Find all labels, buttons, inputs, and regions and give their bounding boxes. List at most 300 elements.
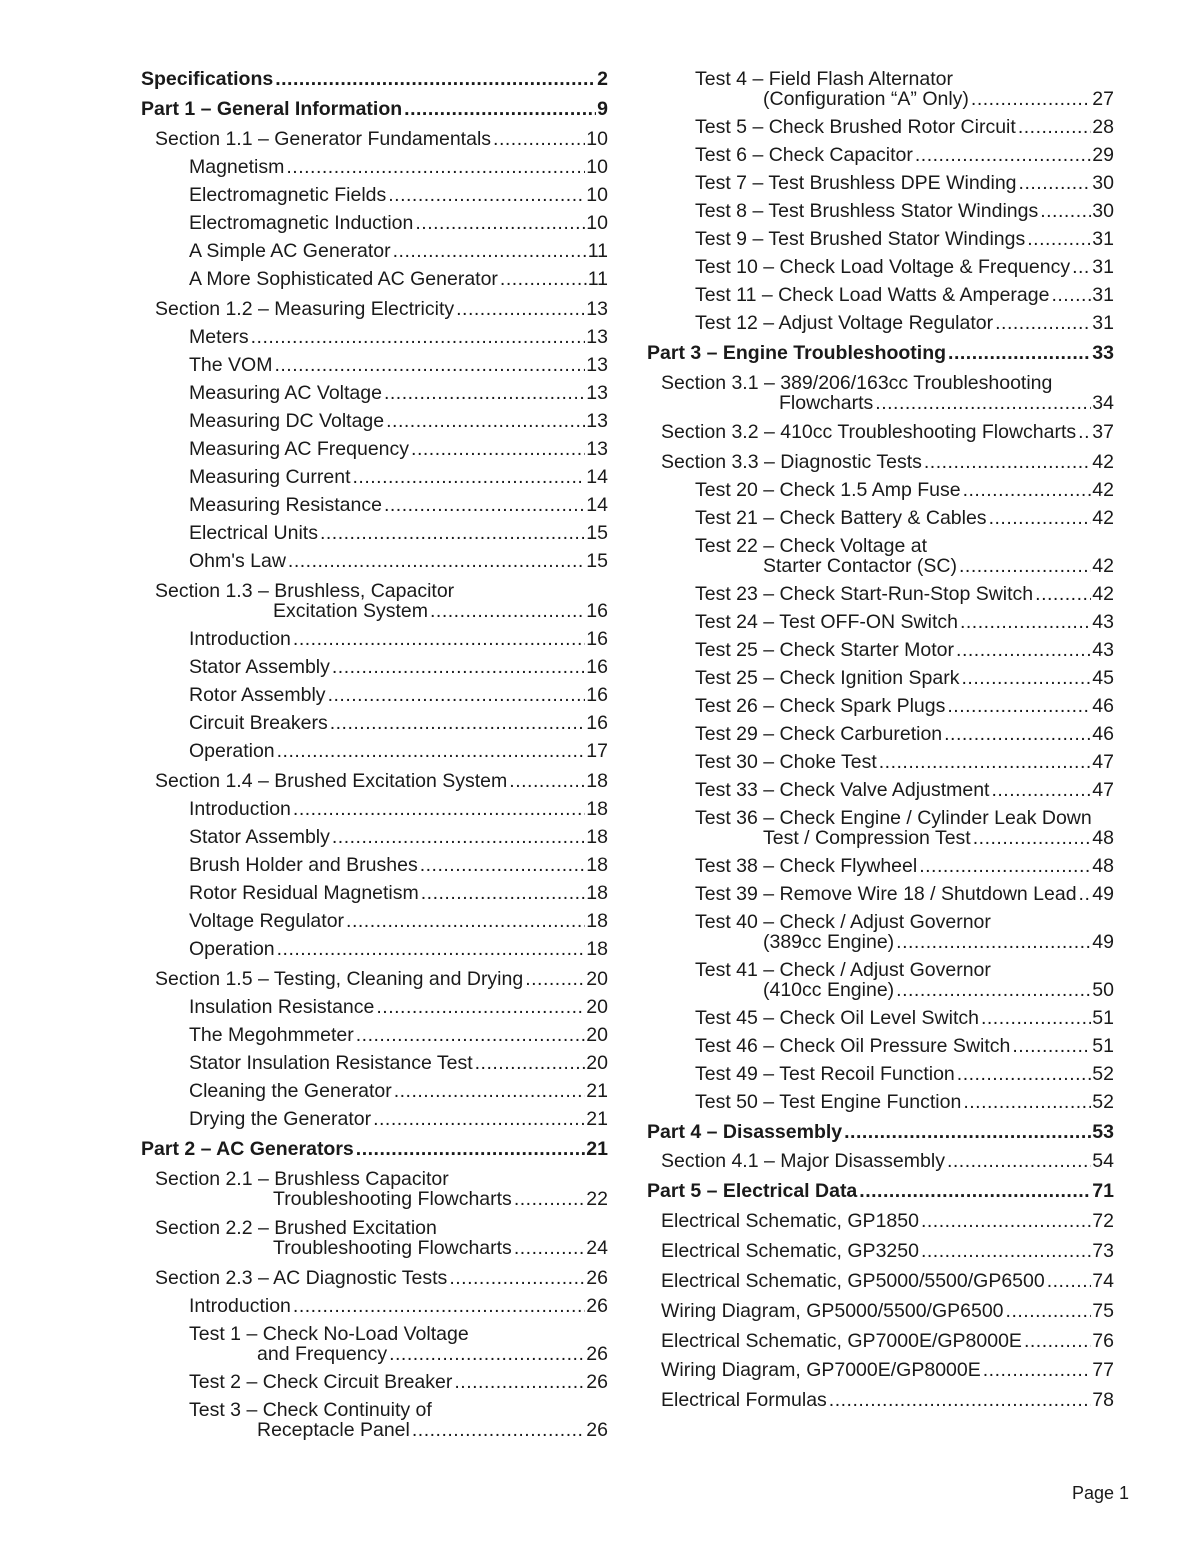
toc-entry[interactable] — [141, 883, 608, 903]
dot-leader — [277, 939, 586, 959]
toc-entry[interactable] — [141, 1218, 608, 1258]
toc-entry-title: Measuring AC Voltage — [189, 382, 382, 404]
toc-entry[interactable] — [141, 997, 608, 1017]
toc-page-number: 30 — [1092, 172, 1114, 194]
toc-entry-title: Section 2.3 – AC Diagnostic Tests — [155, 1267, 448, 1289]
toc-page-number: 74 — [1092, 1270, 1114, 1292]
toc-entry[interactable] — [647, 313, 1114, 333]
dot-leader — [971, 89, 1091, 109]
toc-entry[interactable] — [141, 157, 608, 177]
dot-leader — [388, 185, 585, 205]
toc-entry-title: Test 7 – Test Brushless DPE Winding — [695, 172, 1017, 194]
toc-page-number: 20 — [586, 996, 608, 1018]
dot-leader — [963, 1092, 1091, 1112]
toc-entry-title: Operation — [189, 740, 275, 762]
toc-page-number: 13 — [586, 382, 608, 404]
dot-leader — [332, 657, 585, 677]
dot-leader — [1079, 884, 1092, 904]
toc-entry[interactable] — [141, 1081, 608, 1101]
toc-entry[interactable] — [141, 1053, 608, 1073]
dot-leader — [352, 467, 585, 487]
toc-page-number: 13 — [586, 410, 608, 432]
toc-entry-title-continued: Starter Contactor (SC) — [763, 555, 957, 577]
toc-entry[interactable] — [141, 685, 608, 705]
toc-entry[interactable] — [647, 536, 1114, 576]
dot-leader — [989, 508, 1092, 528]
toc-entry-title-continued: (Configuration “A” Only) — [763, 88, 969, 110]
toc-entry[interactable] — [141, 241, 608, 261]
dot-leader — [875, 393, 1091, 413]
toc-entry[interactable] — [141, 1400, 608, 1440]
toc-entry-title: Part 5 – Electrical Data — [647, 1180, 858, 1202]
toc-entry[interactable] — [141, 213, 608, 233]
toc-page-number: 16 — [586, 600, 608, 622]
dot-leader — [1012, 1036, 1091, 1056]
toc-page-number: 18 — [586, 770, 608, 792]
dot-leader — [1072, 257, 1091, 277]
toc-entry-title: Measuring DC Voltage — [189, 410, 385, 432]
toc-page-number: 48 — [1092, 855, 1114, 877]
toc-page-number: 47 — [1092, 779, 1114, 801]
toc-page-number: 24 — [586, 1237, 608, 1259]
dot-leader — [1019, 173, 1092, 193]
toc-entry[interactable] — [647, 343, 1114, 363]
toc-entry-title: Measuring AC Frequency — [189, 438, 410, 460]
toc-page-number: 76 — [1092, 1330, 1114, 1352]
toc-entry-title: Part 2 – AC Generators — [141, 1138, 354, 1160]
toc-entry[interactable] — [647, 1331, 1114, 1351]
toc-entry-title: Test 2 – Check Circuit Breaker — [189, 1371, 453, 1393]
dot-leader — [896, 932, 1091, 952]
toc-entry[interactable] — [141, 185, 608, 205]
toc-entry[interactable] — [141, 69, 608, 89]
toc-page-number: 47 — [1092, 751, 1114, 773]
toc-entry-title-continued: (389cc Engine) — [763, 931, 895, 953]
toc-entry[interactable] — [141, 411, 608, 431]
dot-leader — [1035, 584, 1091, 604]
toc-entry[interactable] — [647, 584, 1114, 604]
toc-page-number: 42 — [1092, 583, 1114, 605]
toc-entry[interactable] — [141, 355, 608, 375]
toc-entry[interactable] — [141, 969, 608, 989]
toc-entry[interactable] — [141, 1296, 608, 1316]
toc-entry[interactable] — [647, 640, 1114, 660]
toc-page-number: 42 — [1092, 507, 1114, 529]
toc-entry[interactable] — [141, 1025, 608, 1045]
toc-entry[interactable] — [647, 1360, 1114, 1380]
dot-leader — [330, 713, 586, 733]
toc-entry[interactable] — [647, 1151, 1114, 1171]
toc-entry[interactable] — [141, 799, 608, 819]
toc-entry[interactable] — [647, 257, 1114, 277]
dot-leader — [963, 480, 1092, 500]
dot-leader — [376, 997, 585, 1017]
toc-entry-title: Meters — [189, 326, 249, 348]
toc-entry[interactable] — [647, 1036, 1114, 1056]
dot-leader — [421, 883, 586, 903]
toc-page-number: 10 — [586, 128, 608, 150]
toc-entry-title: Section 1.1 – Generator Fundamentals — [155, 128, 492, 150]
toc-entry-title: Test 26 – Check Spark Plugs — [695, 695, 946, 717]
dot-leader — [1078, 422, 1091, 442]
toc-page-number: 26 — [586, 1267, 608, 1289]
toc-page-number: 31 — [1092, 228, 1114, 250]
toc-entry-title: Section 2.2 – Brushed Excitation — [155, 1217, 437, 1239]
toc-entry[interactable] — [647, 752, 1114, 772]
toc-page-number: 34 — [1092, 392, 1114, 414]
toc-entry[interactable] — [141, 827, 608, 847]
toc-entry[interactable] — [647, 117, 1114, 137]
toc-entry[interactable] — [141, 741, 608, 761]
dot-leader — [415, 213, 585, 233]
toc-entry-title: Test 30 – Choke Test — [695, 751, 877, 773]
toc-entry[interactable] — [647, 1064, 1114, 1084]
toc-page-number: 52 — [1092, 1091, 1114, 1113]
toc-entry[interactable] — [647, 1092, 1114, 1112]
toc-entry[interactable] — [647, 724, 1114, 744]
toc-entry[interactable] — [647, 480, 1114, 500]
toc-page-number: 43 — [1092, 639, 1114, 661]
toc-entry-title: Measuring Resistance — [189, 494, 382, 516]
toc-page-number: 16 — [586, 656, 608, 678]
toc-page-number: 27 — [1092, 88, 1114, 110]
toc-entry-title: Magnetism — [189, 156, 285, 178]
toc-entry[interactable] — [141, 1268, 608, 1288]
toc-entry[interactable] — [647, 1390, 1114, 1410]
toc-entry-title: Section 1.3 – Brushless, Capacitor — [155, 580, 455, 602]
toc-page-number: 9 — [597, 98, 608, 120]
toc-page-number: 15 — [586, 550, 608, 572]
toc-entry-title: Test 4 – Field Flash Alternator — [695, 68, 953, 90]
toc-entry-title: Section 3.3 – Diagnostic Tests — [661, 451, 922, 473]
toc-page-number: 10 — [586, 184, 608, 206]
dot-leader — [509, 771, 585, 791]
toc-entry[interactable] — [141, 299, 608, 319]
toc-page-number: 18 — [586, 938, 608, 960]
dot-leader — [386, 411, 585, 431]
dot-leader — [1006, 1301, 1092, 1321]
toc-entry-title: Test 9 – Test Brushed Stator Windings — [695, 228, 1026, 250]
toc-entry-title: Ohm's Law — [189, 550, 286, 572]
toc-entry[interactable] — [647, 1211, 1114, 1231]
dot-leader — [328, 685, 586, 705]
toc-entry[interactable] — [647, 960, 1114, 1000]
toc-page-number: 15 — [586, 522, 608, 544]
toc-entry[interactable] — [647, 69, 1114, 109]
toc-page-number: 20 — [586, 1024, 608, 1046]
dot-leader — [454, 1372, 585, 1392]
dot-leader — [915, 145, 1091, 165]
toc-page-number: 31 — [1092, 312, 1114, 334]
toc-entry[interactable] — [141, 467, 608, 487]
dot-leader — [983, 1360, 1092, 1380]
toc-entry[interactable] — [647, 145, 1114, 165]
dot-leader — [973, 828, 1092, 848]
toc-entry[interactable] — [647, 1241, 1114, 1261]
dot-leader — [251, 327, 586, 347]
toc-entry-title: Test 39 – Remove Wire 18 / Shutdown Lead — [695, 883, 1077, 905]
dot-leader — [981, 1008, 1091, 1028]
toc-entry[interactable] — [647, 780, 1114, 800]
toc-entry[interactable] — [647, 452, 1114, 472]
dot-leader — [293, 799, 585, 819]
toc-page-number: 72 — [1092, 1210, 1114, 1232]
toc-entry-title: Wiring Diagram, GP5000/5500/GP6500 — [661, 1300, 1004, 1322]
toc-page-number: 45 — [1092, 667, 1114, 689]
toc-entry[interactable] — [647, 1181, 1114, 1201]
dot-leader — [957, 1064, 1092, 1084]
toc-page-number: 20 — [586, 968, 608, 990]
toc-entry[interactable] — [647, 856, 1114, 876]
toc-entry-title: Test 21 – Check Battery & Cables — [695, 507, 987, 529]
toc-page-number: 29 — [1092, 144, 1114, 166]
toc-page-number: 18 — [586, 826, 608, 848]
dot-leader — [293, 629, 585, 649]
dot-leader — [921, 1241, 1091, 1261]
toc-page-number: 50 — [1092, 979, 1114, 1001]
toc-entry-title: Part 1 – General Information — [141, 98, 403, 120]
toc-entry-title: Introduction — [189, 798, 291, 820]
toc-entry[interactable] — [647, 1122, 1114, 1142]
toc-entry-title: Section 3.2 – 410cc Troubleshooting Flowcharts — [661, 421, 1077, 443]
dot-leader — [394, 1081, 586, 1101]
toc-entry-title: Introduction — [189, 1295, 291, 1317]
dot-leader — [948, 343, 1091, 363]
toc-entry[interactable] — [141, 1139, 608, 1159]
toc-entry-title-continued: Troubleshooting Flowcharts — [273, 1188, 512, 1210]
dot-leader — [277, 741, 586, 761]
dot-leader — [944, 724, 1091, 744]
toc-entry[interactable] — [141, 855, 608, 875]
toc-page-number: 13 — [586, 326, 608, 348]
toc-entry[interactable] — [141, 327, 608, 347]
dot-leader — [493, 129, 585, 149]
toc-page-number: 11 — [587, 268, 608, 290]
toc-entry[interactable] — [141, 1109, 608, 1129]
dot-leader — [275, 69, 596, 89]
dot-leader — [991, 780, 1091, 800]
toc-entry-title: Electromagnetic Induction — [189, 212, 414, 234]
toc-entry-title: Electromagnetic Fields — [189, 184, 387, 206]
toc-entry-title: Electrical Schematic, GP5000/5500/GP6500 — [661, 1270, 1045, 1292]
toc-entry-title: Circuit Breakers — [189, 712, 328, 734]
toc-entry[interactable] — [647, 884, 1114, 904]
toc-entry-title: Test 25 – Check Ignition Spark — [695, 667, 960, 689]
toc-entry[interactable] — [647, 229, 1114, 249]
toc-entry[interactable] — [647, 1008, 1114, 1028]
toc-entry[interactable] — [141, 99, 608, 119]
dot-leader — [288, 551, 585, 571]
toc-entry-title-continued: Receptacle Panel — [257, 1419, 410, 1441]
toc-entry-title: Test 12 – Adjust Voltage Regulator — [695, 312, 994, 334]
toc-entry[interactable] — [141, 1324, 608, 1364]
toc-page-number: 52 — [1092, 1063, 1114, 1085]
toc-entry-title: Test 29 – Check Carburetion — [695, 723, 943, 745]
toc-entry-title: Test 23 – Check Start-Run-Stop Switch — [695, 583, 1034, 605]
toc-page-number: 26 — [586, 1371, 608, 1393]
toc-entry[interactable] — [141, 713, 608, 733]
toc-entry-title: Electrical Units — [189, 522, 318, 544]
toc-entry[interactable] — [141, 269, 608, 289]
toc-entry-title: Test 36 – Check Engine / Cylinder Leak Down — [695, 807, 1092, 829]
toc-entry-title: Section 1.2 – Measuring Electricity — [155, 298, 455, 320]
dot-leader — [525, 969, 585, 989]
toc-entry[interactable] — [141, 581, 608, 621]
toc-entry-title: Section 2.1 – Brushless Capacitor — [155, 1168, 449, 1190]
dot-leader — [956, 640, 1091, 660]
dot-leader — [844, 1122, 1091, 1142]
toc-entry-title: Electrical Schematic, GP1850 — [661, 1210, 919, 1232]
toc-entry-title-continued: Flowcharts — [779, 392, 874, 414]
dot-leader — [961, 668, 1091, 688]
toc-entry-title: The VOM — [189, 354, 273, 376]
toc-entry[interactable] — [141, 1372, 608, 1392]
toc-entry[interactable] — [141, 771, 608, 791]
toc-page-number: 51 — [1092, 1007, 1114, 1029]
toc-page-number: 21 — [586, 1080, 608, 1102]
toc-entry-title: Drying the Generator — [189, 1108, 372, 1130]
dot-leader — [411, 439, 585, 459]
toc-page-number: 13 — [586, 438, 608, 460]
toc-page-number: 13 — [586, 354, 608, 376]
toc-entry[interactable] — [647, 373, 1114, 413]
toc-page-number: 18 — [586, 910, 608, 932]
toc-page-number: 26 — [586, 1343, 608, 1365]
toc-entry-title: Insulation Resistance — [189, 996, 375, 1018]
toc-entry[interactable] — [647, 808, 1114, 848]
toc-page-number: 43 — [1092, 611, 1114, 633]
dot-leader — [1040, 201, 1091, 221]
toc-entry[interactable] — [647, 668, 1114, 688]
dot-leader — [393, 241, 587, 261]
toc-page-number: 22 — [586, 1188, 608, 1210]
toc-entry-title: Electrical Schematic, GP7000E/GP8000E — [661, 1330, 1022, 1352]
dot-leader — [274, 355, 585, 375]
toc-entry[interactable] — [647, 612, 1114, 632]
toc-page-number: 18 — [586, 882, 608, 904]
toc-page-number: 21 — [586, 1138, 608, 1160]
dot-leader — [384, 495, 585, 515]
dot-leader — [449, 1268, 585, 1288]
toc-page-number: 31 — [1092, 284, 1114, 306]
toc-entry[interactable] — [141, 939, 608, 959]
toc-page-number: 21 — [586, 1108, 608, 1130]
toc-entry[interactable] — [141, 629, 608, 649]
toc-page-number: 71 — [1092, 1180, 1114, 1202]
toc-entry-title: Operation — [189, 938, 275, 960]
toc-entry-title: Rotor Assembly — [189, 684, 326, 706]
toc-page-number: 31 — [1092, 256, 1114, 278]
toc-entry[interactable] — [647, 422, 1114, 442]
toc-entry-title: Test 25 – Check Starter Motor — [695, 639, 955, 661]
dot-leader — [356, 1025, 586, 1045]
toc-page-number: 11 — [587, 240, 608, 262]
toc-entry-title: A More Sophisticated AC Generator — [189, 268, 498, 290]
toc-page-number: 51 — [1092, 1035, 1114, 1057]
toc-page-number: 13 — [586, 298, 608, 320]
toc-entry-title: Test 50 – Test Engine Function — [695, 1091, 962, 1113]
toc-entry-title-continued: Test / Compression Test — [763, 827, 971, 849]
dot-leader — [286, 157, 585, 177]
dot-leader — [332, 827, 585, 847]
toc-entry[interactable] — [141, 439, 608, 459]
toc-entry-title: Test 10 – Check Load Voltage & Frequency — [695, 256, 1071, 278]
toc-entry-title: Test 8 – Test Brushless Stator Windings — [695, 200, 1039, 222]
toc-page-number: 53 — [1092, 1121, 1114, 1143]
dot-leader — [919, 856, 1091, 876]
toc-entry-title: The Megohmmeter — [189, 1024, 354, 1046]
toc-entry-title: Stator Assembly — [189, 826, 330, 848]
toc-page-number: 14 — [586, 494, 608, 516]
toc-page-number: 16 — [586, 628, 608, 650]
toc-page-number: 77 — [1092, 1359, 1114, 1381]
toc-entry[interactable] — [141, 551, 608, 571]
toc-entry-title: Test 20 – Check 1.5 Amp Fuse — [695, 479, 961, 501]
toc-entry[interactable] — [141, 523, 608, 543]
toc-entry-title-continued: and Frequency — [257, 1343, 388, 1365]
toc-entry-title: Test 41 – Check / Adjust Governor — [695, 959, 991, 981]
toc-page-number: 26 — [586, 1419, 608, 1441]
toc-entry-title: Section 4.1 – Major Disassembly — [661, 1150, 945, 1172]
toc-page-number: 73 — [1092, 1240, 1114, 1262]
dot-leader — [384, 383, 585, 403]
toc-page-number: 46 — [1092, 723, 1114, 745]
dot-leader — [356, 1139, 586, 1159]
toc-entry-title: Test 6 – Check Capacitor — [695, 144, 913, 166]
toc-entry[interactable] — [647, 696, 1114, 716]
toc-entry-title: Wiring Diagram, GP7000E/GP8000E — [661, 1359, 981, 1381]
toc-entry-title: Electrical Formulas — [661, 1389, 827, 1411]
toc-entry-title: Section 1.5 – Testing, Cleaning and Drying — [155, 968, 524, 990]
dot-leader — [420, 855, 586, 875]
toc-entry[interactable] — [647, 508, 1114, 528]
toc-entry-title: Test 38 – Check Flywheel — [695, 855, 918, 877]
toc-entry-title: Test 33 – Check Valve Adjustment — [695, 779, 990, 801]
toc-entry-title: Stator Assembly — [189, 656, 330, 678]
dot-leader — [404, 99, 596, 119]
toc-entry[interactable] — [647, 285, 1114, 305]
toc-page-number: 42 — [1092, 451, 1114, 473]
dot-leader — [389, 1344, 585, 1364]
toc-page-number: 14 — [586, 466, 608, 488]
dot-leader — [829, 1390, 1092, 1410]
toc-entry[interactable] — [647, 173, 1114, 193]
toc-entry[interactable] — [141, 495, 608, 515]
toc-entry-title: Test 45 – Check Oil Level Switch — [695, 1007, 979, 1029]
dot-leader — [921, 1211, 1091, 1231]
toc-entry-title: Rotor Residual Magnetism — [189, 882, 419, 904]
toc-entry-title: Part 4 – Disassembly — [647, 1121, 843, 1143]
toc-page-number: 18 — [586, 854, 608, 876]
toc-page-number: 33 — [1092, 342, 1114, 364]
toc-entry-title: Section 3.1 – 389/206/163cc Troubleshooting — [661, 372, 1053, 394]
toc-entry[interactable] — [141, 911, 608, 931]
toc-entry[interactable] — [647, 1271, 1114, 1291]
dot-leader — [514, 1238, 585, 1258]
toc-page-number: 2 — [597, 68, 608, 90]
toc-page-number: 49 — [1092, 931, 1114, 953]
toc-entry[interactable] — [647, 1301, 1114, 1321]
toc-entry[interactable] — [141, 383, 608, 403]
toc-entry[interactable] — [141, 1169, 608, 1209]
toc-entry[interactable] — [141, 657, 608, 677]
toc-page-number: 16 — [586, 712, 608, 734]
toc-page-number: 10 — [586, 156, 608, 178]
toc-entry[interactable] — [141, 129, 608, 149]
toc-entry-title: Test 22 – Check Voltage at — [695, 535, 927, 557]
toc-entry[interactable] — [647, 201, 1114, 221]
toc-entry[interactable] — [647, 912, 1114, 952]
